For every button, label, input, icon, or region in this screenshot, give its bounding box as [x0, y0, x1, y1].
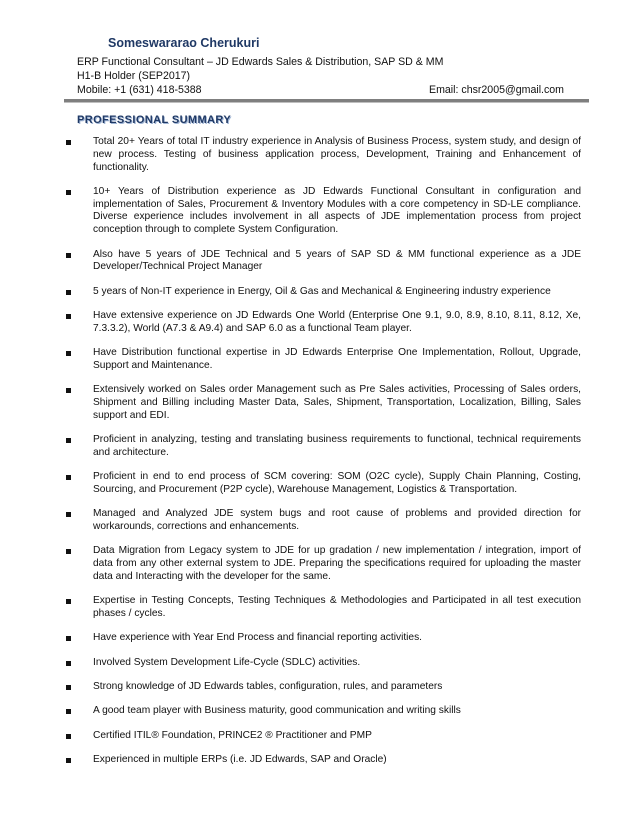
list-item [60, 384, 581, 422]
list-item [60, 434, 581, 460]
list-item-text: Have Distribution functional expertise in JD Edwards Enterprise One Implementation, Rollout, Upgrade, Support and Maintenance. [93, 347, 581, 371]
list-item [60, 754, 581, 767]
job-title: ERP Functional Consultant – JD Edwards Sales & Distribution, SAP SD & MM [77, 56, 444, 68]
list-item-text: Data Migration from Legacy system to JDE for up gradation / new implementation / integration, import of data from any other external system to JDE. Preparing the specifications required for uploading the master data and Interacting with the developer for the same. [93, 545, 581, 582]
square-bullet-icon [66, 190, 71, 195]
visa-status: H1-B Holder (SEP2017) [77, 70, 191, 82]
candidate-name: Someswararao Cherukuri [108, 36, 260, 50]
list-item-text: Strong knowledge of JD Edwards tables, configuration, rules, and parameters [93, 680, 443, 692]
list-item [60, 310, 581, 336]
square-bullet-icon [66, 475, 71, 480]
list-item-text: Experienced in multiple ERPs (i.e. JD Edwards, SAP and Oracle) [93, 753, 387, 765]
list-item [60, 632, 581, 645]
list-item-text: Proficient in analyzing, testing and translating business requirements to functional, technical requirements and architecture. [93, 434, 581, 458]
square-bullet-icon [66, 438, 71, 443]
list-item [60, 347, 581, 373]
square-bullet-icon [66, 388, 71, 393]
list-item-text: Expertise in Testing Concepts, Testing Techniques & Methodologies and Participated in all test execution phases / cycles. [93, 595, 581, 620]
square-bullet-icon [66, 351, 71, 356]
list-item-text: A good team player with Business maturity, good communication and writing skills [93, 705, 461, 717]
list-item [60, 595, 581, 621]
square-bullet-icon [66, 734, 71, 739]
square-bullet-icon [66, 758, 71, 763]
header-divider [64, 99, 589, 103]
square-bullet-icon [66, 599, 71, 604]
list-item [60, 249, 581, 275]
list-item-text: Have experience with Year End Process and financial reporting activities. [93, 632, 423, 644]
list-item [60, 657, 581, 670]
square-bullet-icon [66, 636, 71, 641]
square-bullet-icon [66, 290, 71, 295]
square-bullet-icon [66, 709, 71, 714]
contact-row [77, 83, 564, 97]
list-item [60, 730, 581, 743]
summary-list [60, 136, 581, 778]
contact-block [77, 55, 564, 97]
list-item-text: Managed and Analyzed JDE system bugs and root cause of problems and provided direction for workarounds, corrections and enhancements. [93, 508, 581, 533]
list-item-text: Also have 5 years of JDE Technical and 5 years of SAP SD & MM functional experience as a JDE Developer/Technical Project Manager [93, 248, 581, 273]
square-bullet-icon [66, 253, 71, 258]
square-bullet-icon [66, 314, 71, 319]
list-item [60, 545, 581, 583]
list-item-text: Proficient in end to end process of SCM covering: SOM (O2C cycle), Supply Chain Planning, Costing, Sourcing, and Procurement (P2P cycle), Warehouse Management, Logistics & Transportation. [93, 471, 581, 495]
list-item [60, 681, 581, 694]
list-item [60, 471, 581, 497]
list-item [60, 508, 581, 534]
list-item-text: Extensively worked on Sales order Management such as Pre Sales activities, Processing of Sales orders, Shipment and Billing including Master Data, Sales, Shipment, Transportation, Localization, Billing, Sales support and EDI. [93, 384, 581, 421]
list-item-text: 10+ Years of Distribution experience as JD Edwards Functional Consultant in configuration and implementation of Sales, Procurement & Inventory Modules with a core competency in SD-LE compliance. Diverse experience includes involvement in all aspects of JDE implementation process from project conception through to complete System Configuration. [93, 185, 581, 236]
list-item-text: Certified ITIL® Foundation, PRINCE2 ® Practitioner and PMP [93, 729, 372, 741]
square-bullet-icon [66, 549, 71, 554]
list-item [60, 286, 581, 299]
list-item-text: Total 20+ Years of total IT industry experience in Analysis of Business Process, system study, and design of new process. Testing of business application process, Development, Training and Enhancement of functionality. [93, 136, 581, 173]
list-item [60, 136, 581, 174]
list-item [60, 186, 581, 237]
list-item [60, 705, 581, 718]
list-item-text: Have extensive experience on JD Edwards One World (Enterprise One 9.1, 9.0, 8.9, 8.10, 8.11, 8.12, Xe, 7.3.3.2), World (A7.3 & A9.4) and SAP 6.0 as a functional Team player. [93, 309, 581, 334]
list-item-text: Involved System Development Life-Cycle (SDLC) activities. [93, 656, 361, 668]
list-item-text: 5 years of Non-IT experience in Energy, Oil & Gas and Mechanical & Engineering industry experience [93, 285, 551, 297]
square-bullet-icon [66, 685, 71, 690]
square-bullet-icon [66, 140, 71, 145]
email-address: Email: chsr2005@gmail.com [429, 84, 564, 96]
square-bullet-icon [66, 661, 71, 666]
mobile-number: Mobile: +1 (631) 418-5388 [77, 84, 202, 96]
section-heading: PROFESSIONAL SUMMARY [77, 114, 232, 126]
square-bullet-icon [66, 512, 71, 517]
